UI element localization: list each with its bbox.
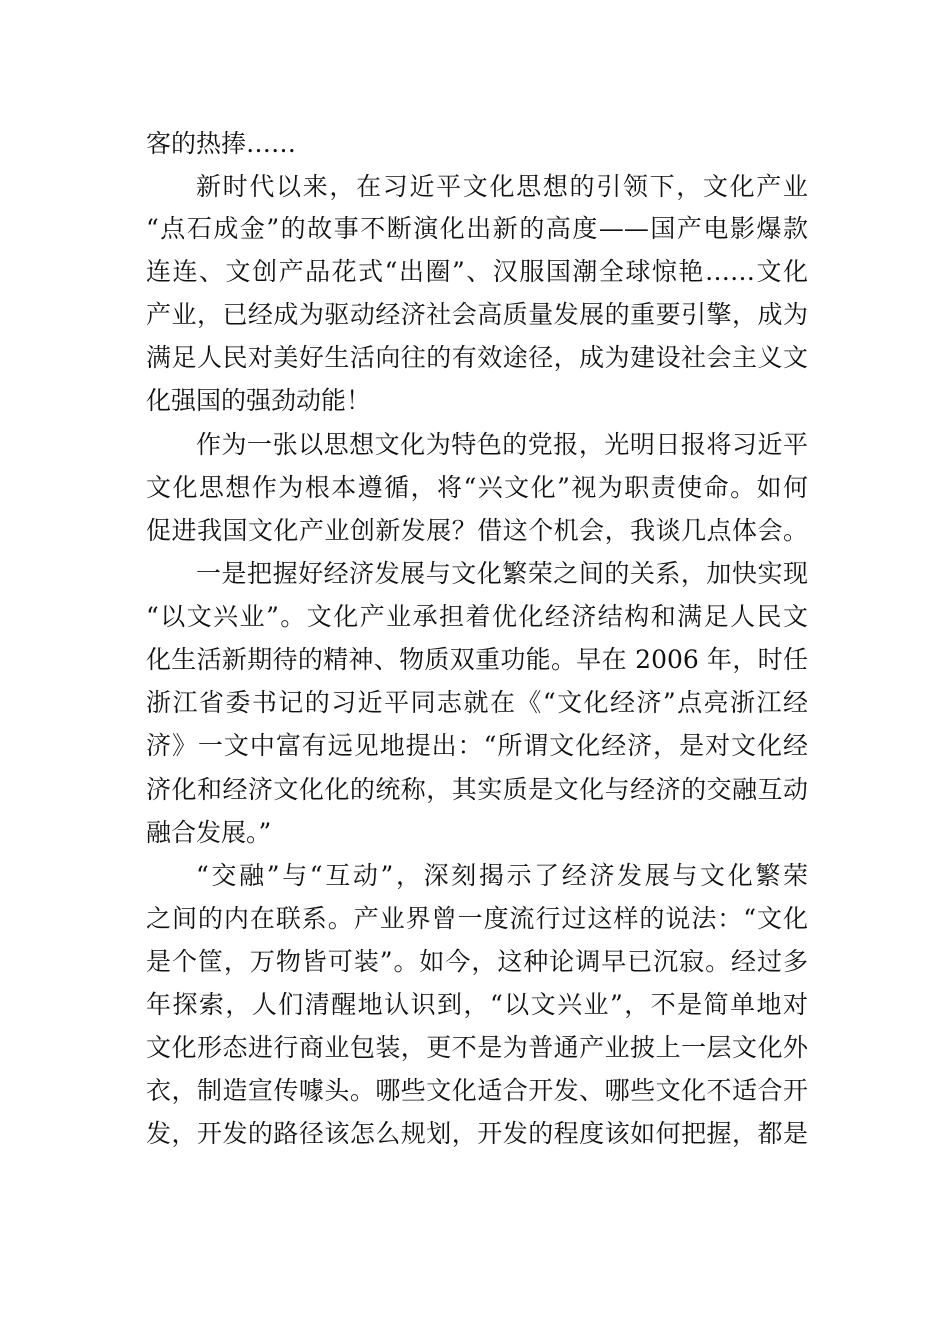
text-line: 是个筐，万物皆可装”。如今，这种论调早已沉寂。经过多 <box>146 947 808 976</box>
text-line: 化强国的强劲动能！ <box>146 386 372 415</box>
text-line: 新时代以来，在习近平文化思想的引领下，文化产业 <box>196 172 808 201</box>
text-line: “点石成金”的故事不断演化出新的高度——国产电影爆款 <box>146 214 808 243</box>
text-line: 满足人民对美好生活向往的有效途径，成为建设社会主义文 <box>146 343 808 372</box>
text-line: 发，开发的路径该怎么规划，开发的程度该如何把握，都是 <box>146 1119 808 1148</box>
text-line: 促进我国文化产业创新发展？借这个机会，我谈几点体会。 <box>146 516 808 545</box>
text-line: 济化和经济文化化的统称，其实质是文化与经济的交融互动 <box>146 775 808 804</box>
text-line: 化生活新期待的精神、物质双重功能。早在 2006 年，时任 <box>146 645 808 674</box>
text-line: 文化形态进行商业包装，更不是为普通产业披上一层文化外 <box>146 1033 808 1062</box>
text-line: 浙江省委书记的习近平同志就在《“文化经济”点亮浙江经 <box>146 688 808 717</box>
text-line: 之间的内在联系。产业界曾一度流行过这样的说法：“文化 <box>146 904 808 933</box>
text-line: “交融”与“互动”，深刻揭示了经济发展与文化繁荣 <box>196 861 808 890</box>
text-line: 济》一文中富有远见地提出：“所谓文化经济，是对文化经 <box>146 731 808 760</box>
text-line: 融合发展。” <box>146 818 272 847</box>
text-line: “以文兴业”。文化产业承担着优化经济结构和满足人民文 <box>146 602 808 631</box>
text-line: 作为一张以思想文化为特色的党报，光明日报将习近平 <box>196 430 808 459</box>
text-line: 产业，已经成为驱动经济社会高质量发展的重要引擎，成为 <box>146 300 808 329</box>
text-line: 文化思想作为根本遵循，将“兴文化”视为职责使命。如何 <box>146 473 808 502</box>
text-line: 一是把握好经济发展与文化繁荣之间的关系，加快实现 <box>196 559 808 588</box>
text-line: 年探索，人们清醒地认识到，“以文兴业”，不是简单地对 <box>146 990 808 1019</box>
text-line: 连连、文创产品花式“出圈”、汉服国潮全球惊艳……文化 <box>146 257 808 286</box>
text-line: 衣，制造宣传噱头。哪些文化适合开发、哪些文化不适合开 <box>146 1076 808 1105</box>
text-line: 客的热捧…… <box>146 129 297 158</box>
